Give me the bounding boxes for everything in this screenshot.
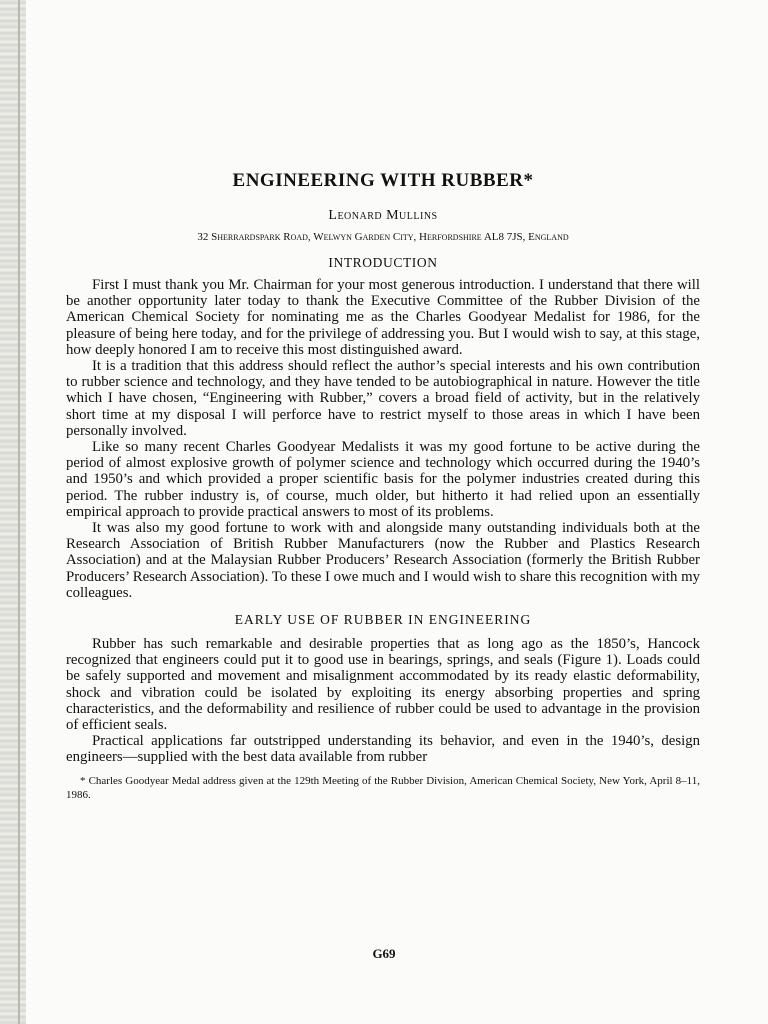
footnote: * Charles Goodyear Medal address given at the 129th Meeting of the Rubber Division, American Chemical Society, New York, April 8–11, 1986. xyxy=(66,774,700,801)
section-heading-early-use: EARLY USE OF RUBBER IN ENGINEERING xyxy=(234,612,532,628)
scan-binding-edge xyxy=(0,0,26,1024)
paragraph: It is a tradition that this address should reflect the author’s special interests and his own contribution to rubber science and technology, and they have tended to be autobiographical in nature. However the title which I have chosen, “Engineering with Rubber,” covers a broad field of activity, but in the relatively short time at my disposal I will perforce have to restrict myself to those areas in which I have been personally involved. xyxy=(66,358,700,439)
paragraph: It was also my good fortune to work with and alongside many outstanding individuals both at the Research Association of British Rubber Manufacturers (now the Rubber and Plastics Research Association) and at the Malaysian Rubber Producers’ Research Association (formerly the British Rubber Producers’ Research Association). To these I owe much and I would wish to share this recognition with my colleagues. xyxy=(66,520,700,601)
paragraph: First I must thank you Mr. Chairman for your most generous introduction. I understand that there will be another opportunity later today to thank the Executive Committee of the Rubber Division of the American Chemical Society for nominating me as the Charles Goodyear Medalist for 1986, for the pleasure of being here today, and for the privilege of addressing you. But I would wish to say, at this stage, how deeply honored I am to receive this most distinguished award. xyxy=(66,277,700,358)
author-address: 32 Sherrardspark Road, Welwyn Garden City, Herfordshire AL8 7JS, England xyxy=(197,231,569,243)
article-body xyxy=(66,170,700,802)
author-name: Leonard Mullins xyxy=(328,208,438,223)
page-number: G69 xyxy=(372,946,396,961)
article-title: ENGINEERING WITH RUBBER* xyxy=(232,170,534,191)
scan-edge-line xyxy=(18,0,20,1024)
paragraph: Practical applications far outstripped understanding its behavior, and even in the 1940’s, design engineers—supplied with the best data available from rubber xyxy=(66,733,700,766)
paragraph: Rubber has such remarkable and desirable properties that as long ago as the 1850’s, Hancock recognized that engineers could put it to good use in bearings, springs, and seals (Figure 1). Loads could be safely supported and movement and misalignment accommodated by its ready elastic deformability, shock and vibration could be isolated by exploiting its energy absorbing properties and spring characteristics, and the deformability and resilience of rubber could be used to advantage in the provision of efficient seals. xyxy=(66,636,700,734)
section-heading-introduction: INTRODUCTION xyxy=(328,255,438,270)
paragraph: Like so many recent Charles Goodyear Medalists it was my good fortune to be active during the period of almost explosive growth of polymer science and technology which occurred during the 1940’s and 1950’s and which provided a proper scientific basis for the polymer industries created during this period. The rubber industry is, of course, much older, but hitherto it had relied upon an essentially empirical approach to provide practical answers to most of its problems. xyxy=(66,439,700,520)
